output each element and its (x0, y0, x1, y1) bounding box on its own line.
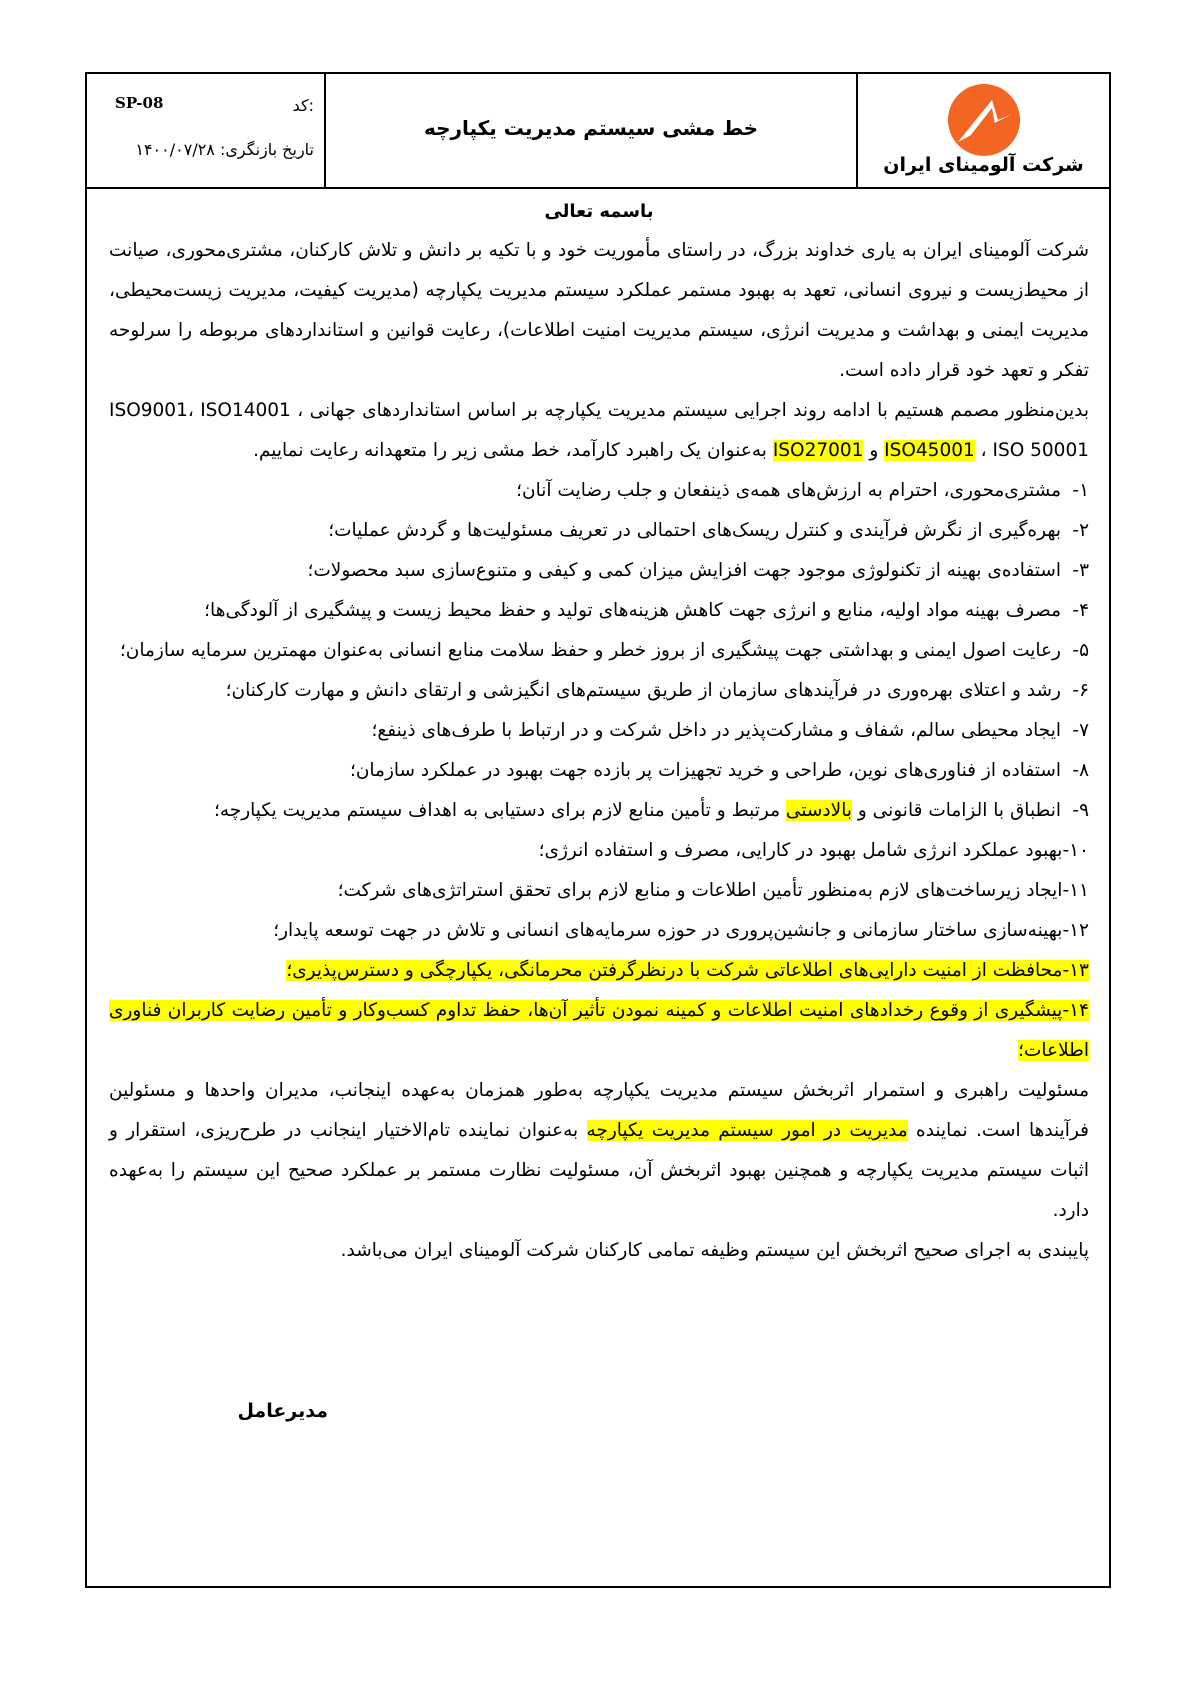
upstream-highlight: بالادستی (785, 800, 852, 821)
standards-paragraph (109, 391, 1089, 471)
item-number: ۱۳- (1062, 960, 1089, 981)
code-label: کد: (292, 96, 314, 115)
list-item (109, 671, 1089, 711)
item-number: ۳- (1072, 560, 1089, 581)
document-body (109, 201, 1089, 1271)
list-item (109, 471, 1089, 511)
item-text: محافظت از امنیت دارایی‌های اطلاعاتی شرکت با درنظرگرفتن محرمانگی، یکپارچگی و دسترس‌پذیری؛ (286, 960, 1063, 981)
item-text: استفاده‌ی بهینه از تکنولوژی موجود جهت افزایش میزان کمی و کیفی و متنوع‌سازی سبد محصولات؛ (307, 560, 1061, 581)
item-text-after: مرتبط و تأمین منابع لازم برای دستیابی به اهداف سیستم مدیریت یکپارچه؛ (213, 800, 786, 821)
item-number: ۱۴- (1062, 1000, 1089, 1021)
item-text: بهبود عملکرد انرژی شامل بهبود در کارایی، مصرف و استفاده انرژی؛ (538, 840, 1063, 861)
list-item (109, 751, 1089, 791)
item-13-highlight (286, 960, 1089, 981)
invocation: باسمه تعالی (544, 201, 654, 222)
list-item (109, 791, 1089, 831)
commitment-paragraph: پایبندی به اجرای صحیح اثربخش این سیستم وظیفه تمامی کارکنان شرکت آلومینای ایران می‌باشد. (340, 1240, 1089, 1261)
document-frame (85, 72, 1111, 1588)
iso45001-highlight: ISO45001 (884, 440, 975, 461)
list-item (109, 991, 1089, 1071)
item-number: ۹- (1072, 800, 1089, 821)
signature-title: مدیرعامل (237, 1400, 328, 1422)
revision-date-line (135, 140, 314, 159)
responsibility-text-after: به‌عنوان نماینده تام‌الاختیار اینجانب در طرح‌ریزی، استقرار و اثبات سیستم مدیریت یکپارچه و همچنین بهبود اثربخش آن، مسئولیت نظارت مستمر بر عملکرد صحیح این سیستم را به‌عهده دارد. (109, 1120, 1089, 1221)
item-text-before: انطباق با الزامات قانونی و (851, 800, 1061, 821)
item-number: ۱۰- (1062, 840, 1089, 861)
logo-cell (856, 74, 1109, 187)
item-text: مشتری‌محوری، احترام به ارزش‌های همه‌ی ذینفعان و جلب رضایت آنان؛ (516, 480, 1061, 501)
company-name: شرکت آلومینای ایران (883, 154, 1084, 176)
responsibility-text-before: مسئولیت راهبری و استمرار اثربخش سیستم مدیریت یکپارچه به‌طور همزمان به‌عهده اینجانب، مدیران واحدها و مسئولین فرآیندها است. نماینده (109, 1080, 1089, 1141)
item-text: استفاده از فناوری‌های نوین، طراحی و خرید تجهیزات پر بازده جهت بهبود در عملکرد سازمان؛ (349, 760, 1061, 781)
item-number: ۱۱- (1062, 880, 1089, 901)
revision-date: ۱۴۰۰/۰۷/۲۸ (135, 140, 215, 159)
list-item (109, 631, 1089, 671)
standards-text-middle: ، ISO 50001 و (863, 440, 1089, 461)
item-number: ۵- (1072, 640, 1089, 661)
meta-cell (87, 74, 326, 187)
item-text: مصرف بهینه مواد اولیه، منابع و انرژی جهت کاهش هزینه‌های تولید و حفظ محیط زیست و پیشگیری از آلودگی‌ها؛ (204, 600, 1061, 621)
list-item (109, 951, 1089, 991)
item-text: بهینه‌سازی ساختار سازمانی و جانشین‌پروری در حوزه سرمایه‌های انسانی و تلاش در جهت توسعه پایدار؛ (273, 920, 1063, 941)
standards-text-after: به‌عنوان یک راهبرد کارآمد، خط مشی زیر را متعهدانه رعایت نماییم. (253, 440, 773, 461)
responsibility-paragraph (109, 1071, 1089, 1231)
document-title: خط مشی سیستم مدیریت یکپارچه (423, 116, 759, 140)
aluminium-arrow-logo-icon (940, 84, 1028, 156)
list-item (109, 911, 1089, 951)
item-text: رعایت اصول ایمنی و بهداشتی جهت پیشگیری از بروز خطر و حفظ سلامت منابع انسانی به‌عنوان مهمترین سرمایه سازمان؛ (119, 640, 1061, 661)
item-number: ۸- (1072, 760, 1089, 781)
list-item (109, 711, 1089, 751)
item-text: رشد و اعتلای بهره‌وری در فرآیندهای سازمان از طریق سیستم‌های انگیزشی و ارتقای دانش و مهارت کارکنان؛ (225, 680, 1061, 701)
item-14-highlight (109, 1000, 1089, 1061)
iso27001-highlight: ISO27001 (772, 440, 864, 461)
item-text: پیشگیری از وقوع رخدادهای امنیت اطلاعات و کمینه نمودن تأثیر آن‌ها، حفظ تداوم کسب‌وکار و تأمین رضایت کاربران فناوری اطلاعات؛ (109, 1000, 1089, 1061)
policy-list (109, 471, 1089, 1071)
list-item (109, 831, 1089, 871)
title-cell (324, 74, 856, 187)
representative-highlight: مدیریت در امور سیستم مدیریت یکپارچه (586, 1120, 908, 1141)
intro-paragraph: شرکت آلومینای ایران به یاری خداوند بزرگ، در راستای مأموریت خود و با تکیه بر دانش و تلاش کارکنان، مشتری‌محوری، صیانت از محیط‌زیست و نیروی انسانی، تعهد به بهبود مستمر عملکرد سیستم مدیریت یکپارچه (مدیریت کیفیت، مدیریت زیست‌محیطی، مدیریت ایمنی و بهداشت و مدیریت انرژی، سیستم مدیریت امنیت اطلاعات)، رعایت قوانین و استانداردهای مربوطه را سرلوحه تفکر و تعهد خود قرار داده است. (109, 240, 1089, 381)
standards-text-before: بدین‌منظور مصمم هستیم با ادامه روند اجرایی سیستم مدیریت یکپارچه بر اساس استانداردهای جهانی ISO9001، ISO14001 ، (109, 400, 1089, 421)
list-item (109, 551, 1089, 591)
document-header (87, 74, 1109, 189)
item-number: ۶- (1072, 680, 1089, 701)
item-number: ۱- (1072, 480, 1089, 501)
revision-label: تاریخ بازنگری: (219, 140, 314, 159)
item-number: ۷- (1072, 720, 1089, 741)
item-number: ۱۲- (1062, 920, 1089, 941)
list-item (109, 871, 1089, 911)
item-text: ایجاد زیرساخت‌های لازم به‌منظور تأمین اطلاعات و منابع لازم برای تحقق استراتژی‌های شرکت؛ (337, 880, 1063, 901)
list-item (109, 591, 1089, 631)
item-text: بهره‌گیری از نگرش فرآیندی و کنترل ریسک‌های احتمالی در تعریف مسئولیت‌ها و گردش عملیات؛ (328, 520, 1061, 541)
item-number: ۲- (1072, 520, 1089, 541)
list-item (109, 511, 1089, 551)
code-value: SP-08 (115, 94, 164, 112)
item-text: ایجاد محیطی سالم، شفاف و مشارکت‌پذیر در داخل شرکت و در ارتباط با طرف‌های ذینفع؛ (371, 720, 1061, 741)
item-number: ۴- (1072, 600, 1089, 621)
